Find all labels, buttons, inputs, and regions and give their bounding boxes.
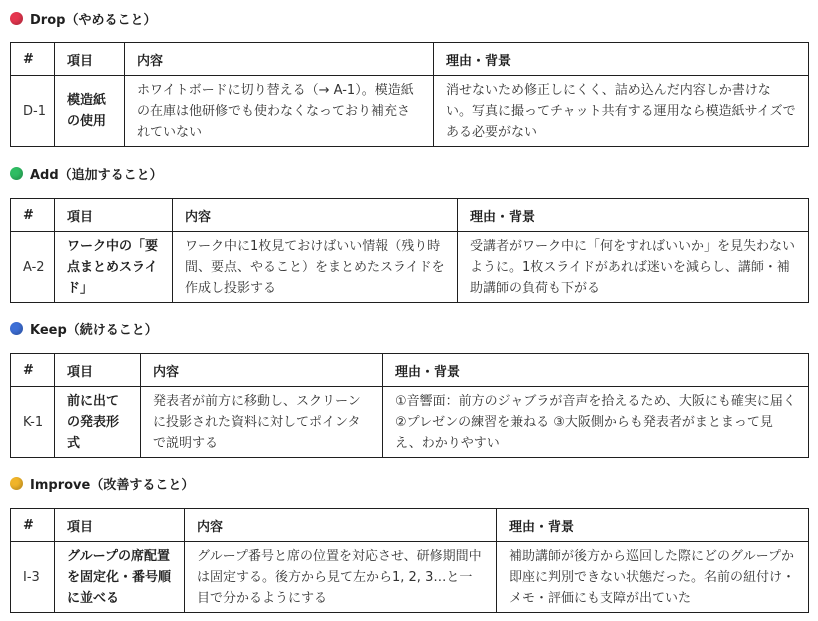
section-drop [10, 8, 808, 140]
cell-content: グループ番号と席の位置を対応させ、研修期間中は固定する。後方から見て左から1, 2, 3…と一目で分かるようにする [185, 542, 497, 613]
table-header-row [11, 354, 809, 387]
cell-item: ワーク中の「要点まとめスライド」 [55, 232, 173, 303]
column-header-reason: 理由・背景 [497, 509, 809, 542]
column-header-reason: 理由・背景 [458, 199, 809, 232]
cell-reason: 消せないため修正しにくく、詰め込んだ内容しか書けない。写真に撮ってチャット共有する運用なら模造紙サイズである必要がない [434, 76, 809, 147]
section-heading [10, 318, 808, 338]
column-header-item: 項目 [55, 354, 141, 387]
column-header-reason: 理由・背景 [383, 354, 809, 387]
red-circle-icon [10, 12, 23, 25]
section-title: Keep（続けること） [30, 322, 158, 338]
column-header-item: 項目 [55, 509, 185, 542]
section-title: Add（追加すること） [30, 167, 163, 183]
section-heading [10, 163, 808, 183]
column-header-content: 内容 [125, 43, 434, 76]
table-header-row [11, 509, 809, 542]
table-row [11, 232, 809, 303]
section-title: Improve（改善すること） [30, 477, 195, 493]
table-add [10, 198, 809, 303]
blue-circle-icon [10, 322, 23, 335]
column-header-item: 項目 [55, 43, 125, 76]
section-heading [10, 8, 808, 28]
table-row [11, 76, 809, 147]
column-header-content: 内容 [173, 199, 458, 232]
column-header-num: # [11, 199, 55, 232]
cell-num: I-3 [11, 542, 55, 613]
cell-content: ホワイトボードに切り替える（→ A-1）。模造紙の在庫は他研修でも使わなくなっており補充されていない [125, 76, 434, 147]
table-row [11, 542, 809, 613]
column-header-num: # [11, 354, 55, 387]
section-improve [10, 473, 808, 606]
section-title: Drop（やめること） [30, 12, 157, 28]
cell-reason: 補助講師が後方から巡回した際にどのグループか即座に判別できない状態だった。名前の紐付け・メモ・評価にも支障が出ていた [497, 542, 809, 613]
column-header-content: 内容 [185, 509, 497, 542]
cell-num: K-1 [11, 387, 55, 458]
cell-content: ワーク中に1枚見ておけばいい情報（残り時間、要点、やること）をまとめたスライドを作成し投影する [173, 232, 458, 303]
column-header-content: 内容 [141, 354, 383, 387]
table-drop [10, 42, 809, 147]
cell-reason: 受講者がワーク中に「何をすればいいか」を見失わないように。1枚スライドがあれば迷いを減らし、講師・補助講師の負荷も下がる [458, 232, 809, 303]
table-header-row [11, 43, 809, 76]
table-header-row [11, 199, 809, 232]
table-row [11, 387, 809, 458]
cell-num: D-1 [11, 76, 55, 147]
section-heading [10, 473, 808, 493]
column-header-num: # [11, 509, 55, 542]
column-header-item: 項目 [55, 199, 173, 232]
cell-item: 前に出ての発表形式 [55, 387, 141, 458]
column-header-reason: 理由・背景 [434, 43, 809, 76]
cell-reason: ①音響面：前方のジャブラが音声を拾えるため、大阪にも確実に届く ②プレゼンの練習を兼ねる ③大阪側からも発表者がまとまって見え、わかりやすい [383, 387, 809, 458]
section-add [10, 163, 808, 296]
green-circle-icon [10, 167, 23, 180]
table-improve [10, 508, 809, 613]
cell-content: 発表者が前方に移動し、スクリーンに投影された資料に対してポインタで説明する [141, 387, 383, 458]
section-keep [10, 318, 808, 451]
table-keep [10, 353, 809, 458]
column-header-num: # [11, 43, 55, 76]
cell-num: A-2 [11, 232, 55, 303]
cell-item: 模造紙の使用 [55, 76, 125, 147]
yellow-circle-icon [10, 477, 23, 490]
cell-item: グループの席配置を固定化・番号順に並べる [55, 542, 185, 613]
